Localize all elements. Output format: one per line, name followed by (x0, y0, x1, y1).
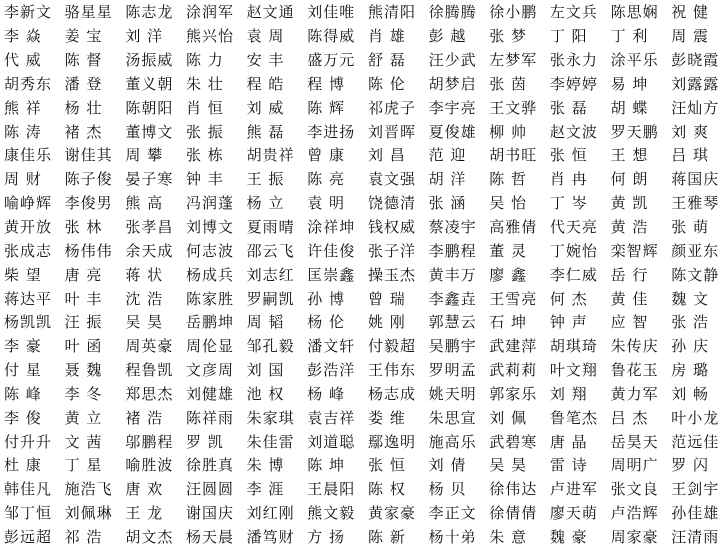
name-cell: 刘佩琳 (64, 504, 113, 523)
name-cell: 吴 昊 (489, 456, 528, 475)
name-cell: 李鑫垚 (428, 289, 477, 308)
name-cell: 陈 权 (367, 480, 406, 499)
name-cell: 熊兴怡 (185, 27, 234, 46)
name-cell: 刘道聪 (307, 432, 356, 451)
name-cell: 卢浩辉 (610, 504, 659, 523)
name-cell: 彭远超 (4, 527, 53, 546)
name-cell: 彭 越 (428, 27, 467, 46)
name-cell: 赵文通 (246, 3, 295, 22)
name-cell: 张永力 (549, 51, 598, 70)
name-cell: 张 恒 (549, 146, 588, 165)
name-cell: 曾 康 (307, 146, 346, 165)
name-cell: 杨志成 (367, 384, 416, 403)
name-cell: 卢进军 (549, 480, 598, 499)
name-cell: 张 林 (64, 218, 103, 237)
name-cell: 郭慧云 (428, 313, 477, 332)
name-cell: 左文兵 (549, 3, 598, 22)
name-cell: 武建萍 (489, 337, 538, 356)
name-cell: 陈子俊 (64, 170, 113, 189)
name-cell: 易 坤 (610, 74, 649, 93)
name-cell: 郭家乐 (489, 384, 538, 403)
name-cell: 邵云飞 (246, 241, 295, 260)
name-cell: 周伦显 (185, 337, 234, 356)
name-cell: 陈 峰 (4, 384, 42, 403)
name-cell: 孙佳雄 (671, 504, 720, 523)
name-cell: 魏 豪 (549, 527, 588, 546)
name-cell: 叶 丰 (64, 289, 103, 308)
name-cell: 陈得威 (307, 27, 356, 46)
name-cell: 陈 力 (185, 51, 224, 70)
name-cell: 余天成 (125, 241, 174, 260)
name-cell: 祁 浩 (64, 527, 103, 546)
name-cell: 韩佳凡 (4, 480, 53, 499)
name-cell: 蔡凌宇 (428, 218, 477, 237)
name-cell: 胡秀东 (4, 74, 53, 93)
name-cell: 张 萌 (671, 218, 709, 237)
name-cell: 丁 利 (610, 27, 649, 46)
name-cell: 涂平乐 (610, 51, 659, 70)
name-cell: 丁 阳 (549, 27, 588, 46)
name-cell: 汪圆圆 (185, 480, 234, 499)
name-cell: 蒋达平 (4, 289, 53, 308)
name-cell: 褚 浩 (125, 408, 164, 427)
name-cell: 祁虎子 (367, 98, 416, 117)
name-cell: 张 振 (185, 122, 224, 141)
name-cell: 刘 昌 (367, 146, 406, 165)
name-cell: 熊清阳 (367, 3, 416, 22)
name-cell: 文 茜 (64, 432, 103, 451)
name-cell: 黄 立 (64, 408, 103, 427)
name-cell: 柳 帅 (489, 122, 528, 141)
name-cell: 颜亚东 (671, 241, 720, 260)
name-cell: 刘志红 (246, 265, 295, 284)
name-cell: 陈 哲 (489, 170, 528, 189)
name-cell: 祝 健 (671, 3, 709, 22)
name-cell: 应 智 (610, 313, 649, 332)
name-cell: 郑思杰 (125, 384, 174, 403)
name-cell: 张文良 (610, 480, 659, 499)
name-cell: 董义朝 (125, 74, 174, 93)
name-cell: 张 涵 (428, 194, 467, 213)
name-cell: 方 扬 (307, 527, 346, 546)
name-cell: 吴 昊 (125, 313, 164, 332)
name-cell: 董 灵 (489, 241, 528, 260)
name-cell: 朱 壮 (185, 74, 224, 93)
name-cell: 黄丰万 (428, 265, 477, 284)
name-cell: 吴 怡 (489, 194, 528, 213)
name-cell: 黄力军 (610, 384, 659, 403)
name-cell: 陈 新 (367, 527, 406, 546)
name-cell: 钟 丰 (185, 170, 224, 189)
name-cell: 罗嗣凯 (246, 289, 295, 308)
name-cell: 周英豪 (125, 337, 174, 356)
name-cell: 周 韬 (246, 313, 285, 332)
name-cell: 叶小龙 (671, 408, 720, 427)
name-cell: 黄开放 (4, 218, 53, 237)
name-cell: 操玉杰 (367, 265, 416, 284)
name-cell: 李 冬 (64, 384, 103, 403)
name-cell: 吕 琪 (671, 146, 709, 165)
name-cell: 周明广 (610, 456, 659, 475)
name-cell: 朱佳雷 (246, 432, 295, 451)
name-cell: 杨伟伟 (64, 241, 113, 260)
name-cell: 安 丰 (246, 51, 285, 70)
name-cell: 涂祥坤 (307, 218, 356, 237)
name-cell: 姚天明 (428, 384, 477, 403)
name-cell: 武碧寒 (489, 432, 538, 451)
name-cell: 罗明孟 (428, 361, 477, 380)
name-cell: 盛万元 (307, 51, 356, 70)
name-cell: 程鲁凯 (125, 361, 174, 380)
name-cell: 汪 振 (64, 313, 103, 332)
name-cell: 袁吉祥 (307, 408, 356, 427)
name-cell: 柴 望 (4, 265, 42, 284)
name-cell: 潘笃财 (246, 527, 295, 546)
name-cell: 鲁花玉 (610, 361, 659, 380)
name-cell: 沈 浩 (125, 289, 164, 308)
name-cell: 张成志 (4, 241, 53, 260)
name-cell: 匡崇鑫 (307, 265, 356, 284)
name-cell: 肖 雄 (367, 27, 406, 46)
name-cell: 何 杰 (549, 289, 588, 308)
name-cell: 施浩飞 (64, 480, 113, 499)
name-cell: 杨凯凯 (4, 313, 53, 332)
name-cell: 赵文波 (549, 122, 598, 141)
name-cell: 李婷婷 (549, 74, 598, 93)
name-cell: 黄 佳 (610, 289, 649, 308)
name-cell: 王剑宇 (671, 480, 720, 499)
name-cell: 邹孔毅 (246, 337, 295, 356)
name-cell: 李新文 (4, 3, 53, 22)
name-cell: 舒 磊 (367, 51, 406, 70)
name-cell: 施高乐 (428, 432, 477, 451)
name-cell: 胡 蝶 (610, 98, 649, 117)
name-cell: 张 梦 (489, 27, 528, 46)
name-cell: 陈祥雨 (185, 408, 234, 427)
name-cell: 彭浩洋 (307, 361, 356, 380)
name-cell: 朱家琪 (246, 408, 295, 427)
name-cell: 胡文杰 (125, 527, 174, 546)
name-cell: 周 财 (4, 170, 42, 189)
name-cell: 杨 立 (246, 194, 285, 213)
name-cell: 冯润蓬 (185, 194, 234, 213)
name-cell: 熊 磊 (246, 122, 285, 141)
name-cell: 刘 翔 (549, 384, 588, 403)
name-cell: 刘 倩 (428, 456, 467, 475)
name-cell: 杨十弟 (428, 527, 477, 546)
name-cell: 陈 伦 (367, 74, 406, 93)
name-cell: 杨 贝 (428, 480, 467, 499)
name-cell: 姜 宝 (64, 27, 103, 46)
name-cell: 胡梦启 (428, 74, 477, 93)
name-cell: 周 震 (671, 27, 709, 46)
name-cell: 谢国庆 (185, 504, 234, 523)
name-cell: 栾智辉 (610, 241, 659, 260)
name-cell: 代天亮 (549, 218, 598, 237)
name-cell: 许佳俊 (307, 241, 356, 260)
name-cell: 陈 涛 (4, 122, 42, 141)
name-cell: 夏俊雄 (428, 122, 477, 141)
name-cell: 熊 祥 (4, 98, 42, 117)
name-cell: 杨 壮 (64, 98, 103, 117)
name-cell: 王伟东 (367, 361, 416, 380)
name-cell: 罗天鹏 (610, 122, 659, 141)
name-cell: 徐腾腾 (428, 3, 477, 22)
name-cell: 岳 行 (610, 265, 649, 284)
name-cell: 邬鹏程 (125, 432, 174, 451)
name-cell: 丁 岑 (549, 194, 588, 213)
name-cell: 刘博文 (185, 218, 234, 237)
name-cell: 王雪亮 (489, 289, 538, 308)
name-cell: 李俊男 (64, 194, 113, 213)
name-cell: 李鹏程 (428, 241, 477, 260)
name-cell: 孙 博 (307, 289, 346, 308)
name-cell: 徐伟达 (489, 480, 538, 499)
name-cell: 胡琪琦 (549, 337, 598, 356)
name-cell: 朱 博 (246, 456, 285, 475)
name-cell: 付升升 (4, 432, 53, 451)
name-cell: 罗 凯 (185, 432, 224, 451)
name-cell: 孙 庆 (671, 337, 709, 356)
name-cell: 朱思宣 (428, 408, 477, 427)
name-cell: 胡 洋 (428, 170, 467, 189)
name-cell: 王晨阳 (307, 480, 356, 499)
name-cell: 钱权威 (367, 218, 416, 237)
name-cell: 何志波 (185, 241, 234, 260)
name-cell: 褚 杰 (64, 122, 103, 141)
name-cell: 叶 函 (64, 337, 103, 356)
name-cell: 陈志龙 (125, 3, 174, 22)
name-cell: 程 皓 (246, 74, 285, 93)
name-cell: 饶德清 (367, 194, 416, 213)
name-cell: 朱传庆 (610, 337, 659, 356)
name-cell: 汤振威 (125, 51, 174, 70)
name-cell: 李宇亮 (428, 98, 477, 117)
name-cell: 蒋 状 (125, 265, 164, 284)
name-cell: 叶文翔 (549, 361, 598, 380)
name-cell: 鲁笔杰 (549, 408, 598, 427)
name-cell: 邹丁恒 (4, 504, 53, 523)
name-cell: 陈 坤 (307, 456, 346, 475)
name-cell: 刘佳唯 (307, 3, 356, 22)
name-cell: 蒋国庆 (671, 170, 720, 189)
name-cell: 喻胜波 (125, 456, 174, 475)
name-cell: 程 博 (307, 74, 346, 93)
name-cell: 王 想 (610, 146, 649, 165)
name-cell: 周 攀 (125, 146, 164, 165)
name-cell: 李 焱 (4, 27, 42, 46)
name-cell: 陈 督 (64, 51, 103, 70)
name-cell: 徐胜真 (185, 456, 234, 475)
name-cell: 熊 高 (125, 194, 164, 213)
name-cell: 鄢逸明 (367, 432, 416, 451)
name-cell: 徐倩倩 (489, 504, 538, 523)
name-cell: 付 星 (4, 361, 42, 380)
name-cell: 左梦军 (489, 51, 538, 70)
name-cell: 张 恒 (367, 456, 406, 475)
name-cell: 陈思娴 (610, 3, 659, 22)
name-cell: 唐 亮 (64, 265, 103, 284)
name-cell: 张 茵 (489, 74, 528, 93)
name-cell: 代 威 (4, 51, 42, 70)
name-cell: 刘 洋 (125, 27, 164, 46)
name-cell: 陈家胜 (185, 289, 234, 308)
name-cell: 张 栋 (185, 146, 224, 165)
name-cell: 唐 晶 (549, 432, 588, 451)
name-cell: 杨 峰 (307, 384, 346, 403)
name-cell: 陈文静 (671, 265, 720, 284)
name-cell: 李正文 (428, 504, 477, 523)
name-cell: 刘 威 (246, 98, 285, 117)
name-cell: 魏 文 (671, 289, 709, 308)
name-cell: 何 朗 (610, 170, 649, 189)
name-cell: 李 豪 (4, 337, 42, 356)
name-cell: 涂润军 (185, 3, 234, 22)
name-cell: 黄 凯 (610, 194, 649, 213)
name-cell: 刘 佩 (489, 408, 528, 427)
name-cell: 罗 闪 (671, 456, 709, 475)
name-cell: 王 振 (246, 170, 285, 189)
name-cell: 王雅琴 (671, 194, 720, 213)
name-cell: 黄 浩 (610, 218, 649, 237)
name-cell: 刘健雄 (185, 384, 234, 403)
name-cell: 彭晓霞 (671, 51, 720, 70)
name-cell: 汪少武 (428, 51, 477, 70)
name-cell: 丁 星 (64, 456, 103, 475)
name-cell: 陈 亮 (307, 170, 346, 189)
name-cell: 喻峥辉 (4, 194, 53, 213)
name-cell: 杨成兵 (185, 265, 234, 284)
name-cell: 刘 畅 (671, 384, 709, 403)
name-cell: 曾 瑞 (367, 289, 406, 308)
name-cell: 聂 魏 (64, 361, 103, 380)
name-cell: 池 权 (246, 384, 285, 403)
name-cell: 廖天萌 (549, 504, 598, 523)
name-cell: 刘 国 (246, 361, 285, 380)
name-cell: 董博文 (125, 122, 174, 141)
name-cell: 刘红刚 (246, 504, 295, 523)
name-cell: 丁婉怡 (549, 241, 598, 260)
name-cell: 刘晋晖 (367, 122, 416, 141)
name-cell: 钟 声 (549, 313, 588, 332)
name-cell: 汪清雨 (671, 527, 720, 546)
name-cell: 吕 杰 (610, 408, 649, 427)
name-cell: 肖 恒 (185, 98, 224, 117)
name-cell: 熊文毅 (307, 504, 356, 523)
name-cell: 徐小鹏 (489, 3, 538, 22)
name-cell: 吴鹏宇 (428, 337, 477, 356)
name-cell: 张 浩 (671, 313, 709, 332)
name-cell: 康佳乐 (4, 146, 53, 165)
name-cell: 岳昊天 (610, 432, 659, 451)
name-cell: 袁 周 (246, 27, 285, 46)
name-cell: 陈朝阳 (125, 98, 174, 117)
name-cell: 胡书旺 (489, 146, 538, 165)
name-cell: 唐 欢 (125, 480, 164, 499)
name-cell: 潘文轩 (307, 337, 356, 356)
name-cell: 王文骅 (489, 98, 538, 117)
name-cell: 谢佳其 (64, 146, 113, 165)
name-cell: 晏子寒 (125, 170, 174, 189)
name-cell: 姚 刚 (367, 313, 406, 332)
name-cell: 杨天晨 (185, 527, 234, 546)
name-cell: 高雅倩 (489, 218, 538, 237)
name-cell: 潘 登 (64, 74, 103, 93)
name-cell: 李 俊 (4, 408, 42, 427)
name-cell: 娄 维 (367, 408, 406, 427)
name-cell: 袁 明 (307, 194, 346, 213)
name-cell: 杨 伦 (307, 313, 346, 332)
name-cell: 张子洋 (367, 241, 416, 260)
name-cell: 汪灿方 (671, 98, 720, 117)
name-cell: 岳鹏坤 (185, 313, 234, 332)
name-cell: 廖 鑫 (489, 265, 528, 284)
name-cell: 张孝昌 (125, 218, 174, 237)
name-cell: 李仁威 (549, 265, 598, 284)
name-cell: 付毅超 (367, 337, 416, 356)
name-cell: 刘 爽 (671, 122, 709, 141)
name-cell: 石 坤 (489, 313, 528, 332)
name-cell: 李进扬 (307, 122, 356, 141)
name-cell: 雷 诗 (549, 456, 588, 475)
name-cell: 袁文强 (367, 170, 416, 189)
name-cell: 周家豪 (610, 527, 659, 546)
name-cell: 李 涯 (246, 480, 285, 499)
name-cell: 黄家豪 (367, 504, 416, 523)
name-cell: 范远佳 (671, 432, 720, 451)
name-cell: 刘露露 (671, 74, 720, 93)
name-cell: 陈 辉 (307, 98, 346, 117)
name-cell: 文彦周 (185, 361, 234, 380)
name-cell: 杜 康 (4, 456, 42, 475)
name-cell: 武莉莉 (489, 361, 538, 380)
name-cell: 骆星星 (64, 3, 113, 22)
name-cell: 胡贵祥 (246, 146, 295, 165)
name-cell: 肖 冉 (549, 170, 588, 189)
name-cell: 房 璐 (671, 361, 709, 380)
name-cell: 朱 意 (489, 527, 528, 546)
name-cell: 张 磊 (549, 98, 588, 117)
name-cell: 夏雨晴 (246, 218, 295, 237)
name-cell: 范 迎 (428, 146, 467, 165)
name-cell: 王 龙 (125, 504, 164, 523)
